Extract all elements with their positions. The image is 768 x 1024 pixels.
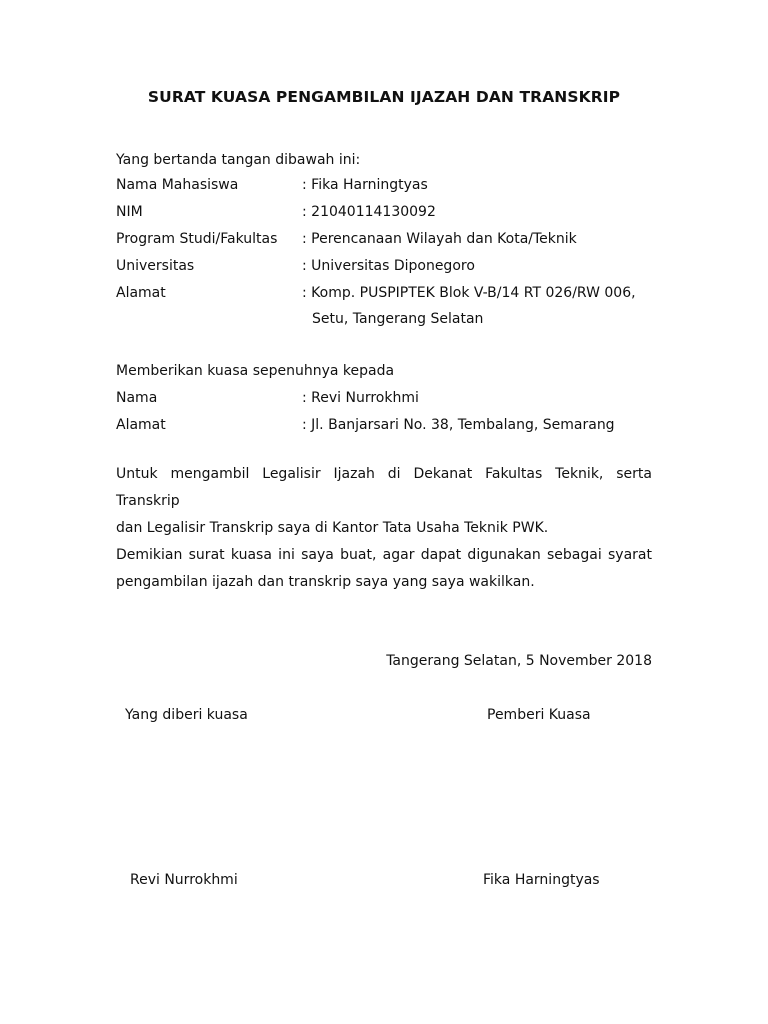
grant-intro-text: Memberikan kuasa sepenuhnya kepada: [116, 363, 395, 379]
grantor-address-value: : Komp. PUSPIPTEK Blok V-B/14 RT 026/RW 006,: [302, 285, 636, 301]
body-line-1: Untuk mengambil Legalisir Ijazah di Dekanat Fakultas Teknik, serta Transkrip: [116, 466, 652, 509]
grantee-name-value: : Revi Nurrokhmi: [302, 390, 419, 406]
right-signatory-name: Fika Harningtyas: [483, 872, 600, 888]
grantor-name-value: : Fika Harningtyas: [302, 177, 428, 193]
body-line-3: Demikian surat kuasa ini saya buat, agar dapat digunakan sebagai syarat: [116, 547, 652, 563]
grantor-address-label: Alamat: [116, 285, 166, 301]
grantee-name-label: Nama: [116, 390, 158, 406]
body-line-2: dan Legalisir Transkrip saya di Kantor Tata Usaha Teknik PWK.: [116, 520, 549, 536]
right-signatory-role: Pemberi Kuasa: [487, 707, 591, 723]
intro-text: Yang bertanda tangan dibawah ini:: [116, 152, 361, 168]
body-paragraph: [116, 461, 652, 596]
grantor-university-value: : Universitas Diponegoro: [302, 258, 475, 274]
body-line-4: pengambilan ijazah dan transkrip saya yang saya wakilkan.: [116, 574, 535, 590]
grantor-name-label: Nama Mahasiswa: [116, 177, 239, 193]
grantor-university-label: Universitas: [116, 258, 195, 274]
left-signatory-name: Revi Nurrokhmi: [130, 872, 238, 888]
document-title: SURAT KUASA PENGAMBILAN IJAZAH DAN TRANSKRIP: [147, 88, 621, 106]
grantor-nim-value: : 21040114130092: [302, 204, 436, 220]
grantee-address-label: Alamat: [116, 417, 166, 433]
left-signatory-role: Yang diberi kuasa: [125, 707, 248, 723]
grantor-address-value-continuation: Setu, Tangerang Selatan: [312, 311, 484, 327]
grantor-program-label: Program Studi/Fakultas: [116, 231, 278, 247]
grantee-address-value: : Jl. Banjarsari No. 38, Tembalang, Semarang: [302, 417, 615, 433]
grantor-nim-label: NIM: [116, 204, 143, 220]
place-date: Tangerang Selatan, 5 November 2018: [386, 653, 652, 669]
grantor-program-value: : Perencanaan Wilayah dan Kota/Teknik: [302, 231, 577, 247]
